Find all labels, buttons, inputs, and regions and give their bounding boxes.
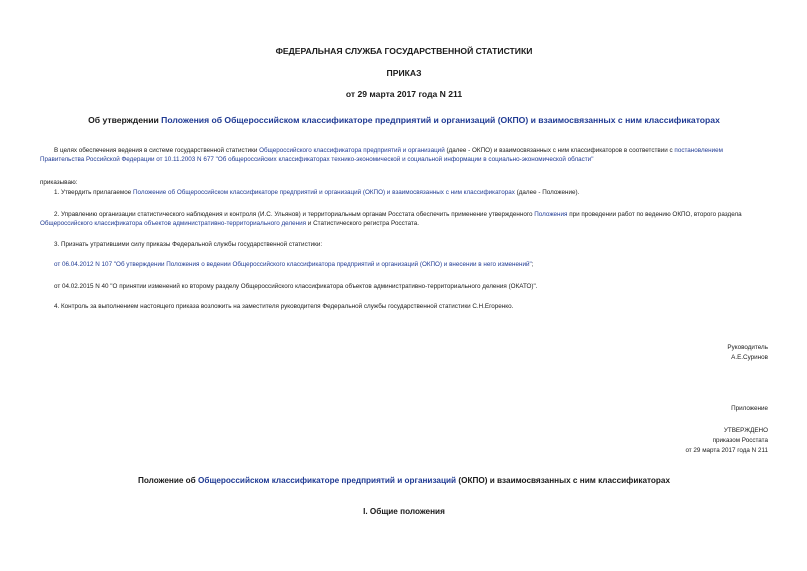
okpo-link[interactable]: Общероссийского классификатора предприятий и организаций bbox=[259, 147, 445, 154]
regulation-short-link[interactable]: Положения bbox=[534, 211, 568, 218]
document-page bbox=[40, 0, 768, 571]
regulation-title-prefix: Положение об bbox=[137, 476, 199, 485]
item-1-text: 1. Утвердить прилагаемое bbox=[54, 189, 133, 196]
repeal-1-link[interactable]: от 06.04.2012 N 107 "Об утверждении Положения о ведении Общероссийского классификатора предприятий и организаций (ОКПО) и внесении в него изменений" bbox=[54, 261, 532, 268]
item-1-tail: (далее - Положение). bbox=[514, 189, 580, 196]
order-title-link[interactable]: Положения об Общероссийском классификаторе предприятий и организаций (ОКПО) и взаимосвязанных с ним классификаторах bbox=[161, 115, 720, 125]
order-heading: ПРИКАЗ bbox=[386, 68, 422, 78]
prikazyvayu-text: приказываю: bbox=[40, 179, 78, 186]
item-2 bbox=[40, 210, 768, 228]
order-date: от 29 марта 2017 года N 211 bbox=[345, 89, 463, 99]
repeal-1-tail: ; bbox=[531, 261, 534, 268]
okato-link[interactable]: Общероссийского классификатора объектов административно-территориального деления bbox=[40, 220, 307, 227]
repeal-2: от 04.02.2015 N 40 "О принятии изменений ко второму разделу Общероссийского классификатора объектов административно-территориального деления (ОКАТО)". bbox=[54, 283, 538, 290]
signature-position: Руководитель bbox=[727, 344, 768, 351]
intro-text-1: В целях обеспечения ведения в системе государственной статистики bbox=[54, 147, 260, 154]
regulation-title bbox=[40, 476, 768, 485]
item-3: 3. Признать утратившими силу приказы Федеральной службы государственной статистики: bbox=[54, 241, 323, 248]
signature-block bbox=[727, 343, 768, 363]
item-2-text-2: при проведении работ по ведению ОКПО, второго раздела bbox=[567, 211, 742, 218]
approval-approved: УТВЕРЖДЕНО bbox=[723, 427, 768, 434]
section-1-title: I. Общие положения bbox=[363, 507, 445, 516]
approval-by-order: приказом Росстата bbox=[712, 437, 768, 444]
regulation-link[interactable]: Положение об Общероссийском классификаторе предприятий и организаций (ОКПО) и взаимосвязанных с ним классификаторах bbox=[132, 189, 515, 196]
item-4: 4. Контроль за выполнением настоящего приказа возложить на заместителя руководителя Федеральной службы государственной статистики С.Н.Егоренко. bbox=[54, 303, 514, 310]
agency-heading: ФЕДЕРАЛЬНАЯ СЛУЖБА ГОСУДАРСТВЕННОЙ СТАТИСТИКИ bbox=[275, 46, 533, 56]
appendix-label: Приложение bbox=[731, 405, 768, 412]
item-2-text: 2. Управлению организации статистического наблюдения и контроля (И.С. Ульянов) и территориальным органам Росстата обеспечить применение утвержденного bbox=[54, 211, 535, 218]
approval-date: от 29 марта 2017 года N 211 bbox=[685, 447, 768, 454]
approval-block bbox=[685, 426, 768, 456]
intro-paragraph bbox=[40, 146, 768, 164]
government-decree-link[interactable]: постановлением Правительства Российской Федерации от 10.11.2003 N 677 "Об общероссийских классификаторах технико-экономической и социальной информации в социально-экономической области" bbox=[40, 147, 723, 163]
item-1 bbox=[40, 188, 768, 197]
regulation-title-link[interactable]: Общероссийском классификаторе предприятий и организаций bbox=[198, 476, 457, 485]
signature-name: А.Е.Суринов bbox=[731, 354, 768, 361]
repeal-1 bbox=[40, 260, 768, 269]
order-title-prefix: Об утверждении bbox=[88, 115, 162, 125]
regulation-title-suffix: (ОКПО) и взаимосвязанных с ним классификаторах bbox=[456, 476, 671, 485]
intro-text-2: (далее - ОКПО) и взаимосвязанных с ним классификаторов в соответствии с bbox=[444, 147, 675, 154]
item-2-tail: и Статистического регистра Росстата. bbox=[306, 220, 419, 227]
order-title bbox=[40, 115, 768, 125]
